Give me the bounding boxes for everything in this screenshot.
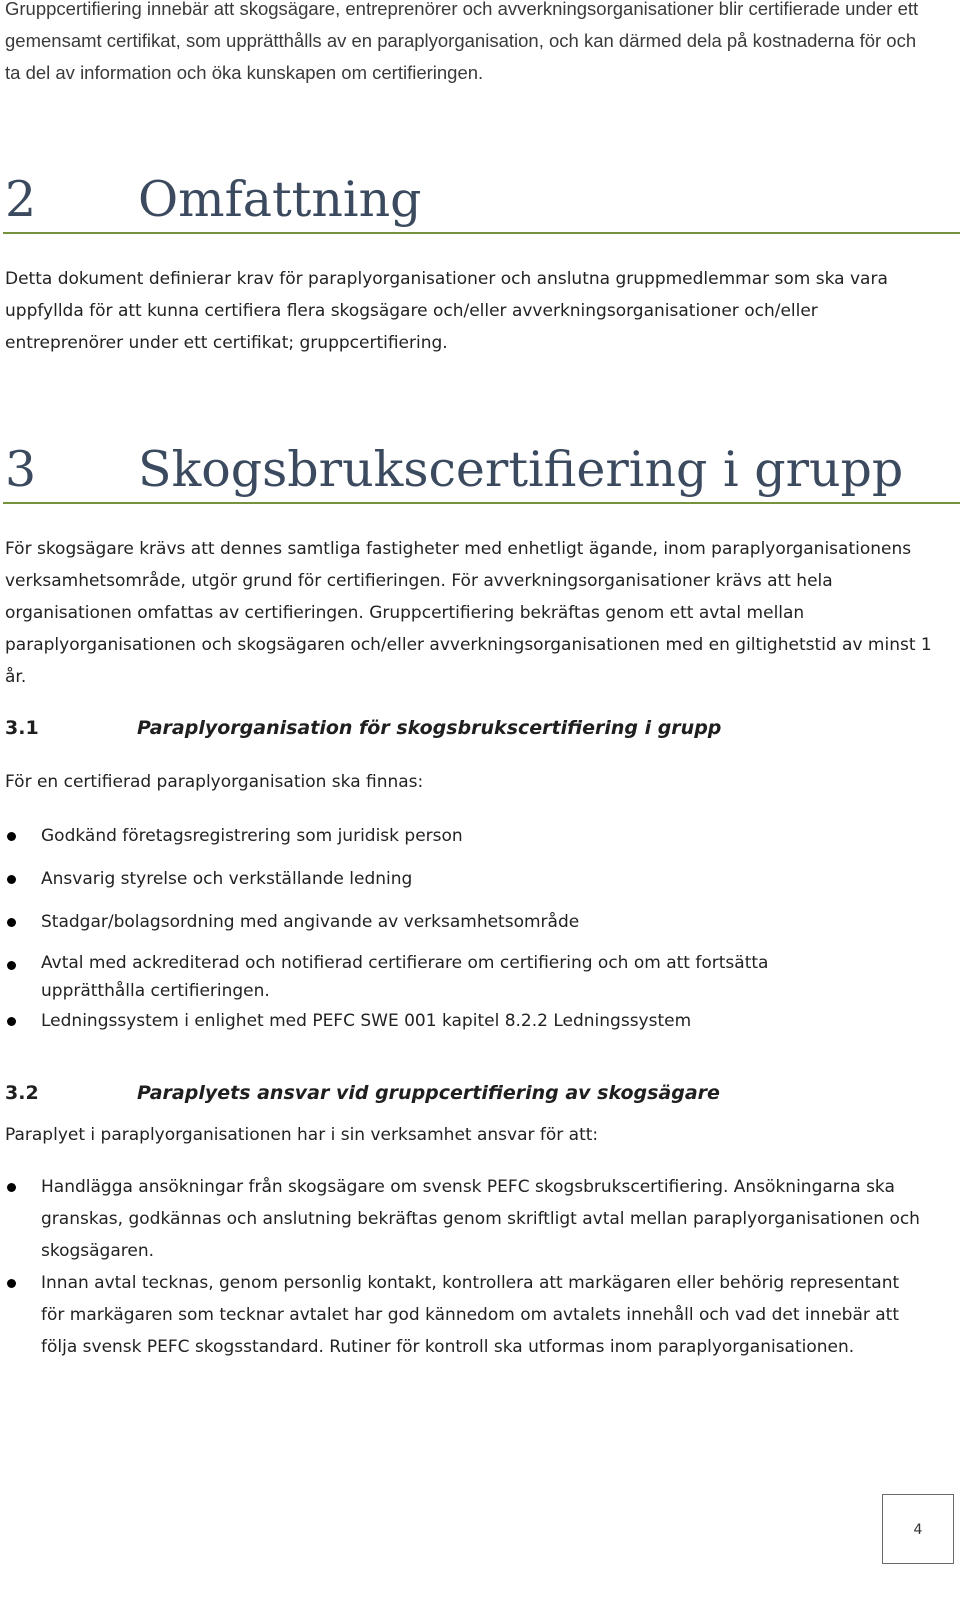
section-2-divider [3,232,960,234]
bullet-icon [5,959,19,973]
bullet-icon [5,873,19,887]
page-number-box [882,1494,954,1564]
list-item: Stadgar/bolagsordning med angivande av verksamhetsområde [41,912,580,932]
bullet-icon [5,1181,19,1195]
page-number: 4 [913,1522,923,1538]
section-2-title: Omfattning [138,171,422,228]
section-3-1-title: Paraplyorganisation för skogsbrukscertifiering i grupp [137,717,722,739]
section-3-number: 3 [5,441,37,498]
section-3-2-number: 3.2 [5,1082,39,1104]
bullet-icon [5,1015,19,1029]
section-3-2-title: Paraplyets ansvar vid gruppcertifiering av skogsägare [137,1082,720,1104]
list-item: Ansvarig styrelse och verkställande ledning [41,869,413,889]
list-item: Innan avtal tecknas, genom personlig kontakt, kontrollera att markägaren eller behörig representant för markägaren som tecknar avtalet har god kännedom om avtalets innehåll och vad det innebär att följa svensk PEFC skogsstandard. Rutiner för kontroll ska utformas inom paraplyorganisationen. [41,1273,900,1357]
section-3-title: Skogsbrukscertifiering i grupp [138,441,904,498]
list-item: Ledningssystem i enlighet med PEFC SWE 001 kapitel 8.2.2 Ledningssystem [41,1011,692,1031]
bullet-icon [5,830,19,844]
intro-paragraph: Gruppcertifiering innebär att skogsägare, entreprenörer och avverkningsorganisationer blir certifierade under ett gemensamt certifikat, som upprätthålls av en paraplyorganisation, och kan därmed dela på kostnaderna för och ta del av information och öka kunskapen om certifieringen. [5,0,919,83]
bullet-icon [5,916,19,930]
list-item: Godkänd företagsregistrering som juridisk person [41,826,463,846]
list-item: Avtal med ackrediterad och notifierad certifierare om certifiering och om att fortsätta upprätthålla certifieringen. [41,953,769,1001]
bullet-icon [5,1277,19,1291]
section-2-number: 2 [5,171,37,228]
section-3-body: För skogsägare krävs att dennes samtliga fastigheter med enhetligt ägande, inom paraplyorganisationens verksamhetsområde, utgör grund för certifieringen. För avverkningsorganisationer krävs att hela organisationen omfattas av certifieringen. Gruppcertifiering bekräftas genom ett avtal mellan paraplyorganisationen och skogsägaren och/eller avverkningsorganisationen med en giltighetstid av minst 1 år. [5,539,932,687]
section-3-divider [3,502,960,504]
section-3-1-number: 3.1 [5,717,39,739]
section-2-body: Detta dokument definierar krav för paraplyorganisationer och anslutna gruppmedlemmar som ska vara uppfyllda för att kunna certifiera flera skogsägare och/eller avverkningsorganisationer och/eller entreprenörer under ett certifikat; gruppcertifiering. [5,269,888,353]
section-3-2-lead: Paraplyet i paraplyorganisationen har i sin verksamhet ansvar för att: [5,1125,599,1145]
section-3-1-lead: För en certifierad paraplyorganisation ska finnas: [5,772,424,792]
list-item: Handlägga ansökningar från skogsägare om svensk PEFC skogsbrukscertifiering. Ansökningarna ska granskas, godkännas och anslutning bekräftas genom skriftligt avtal mellan paraplyorganisationen och skogsägaren. [41,1177,920,1261]
